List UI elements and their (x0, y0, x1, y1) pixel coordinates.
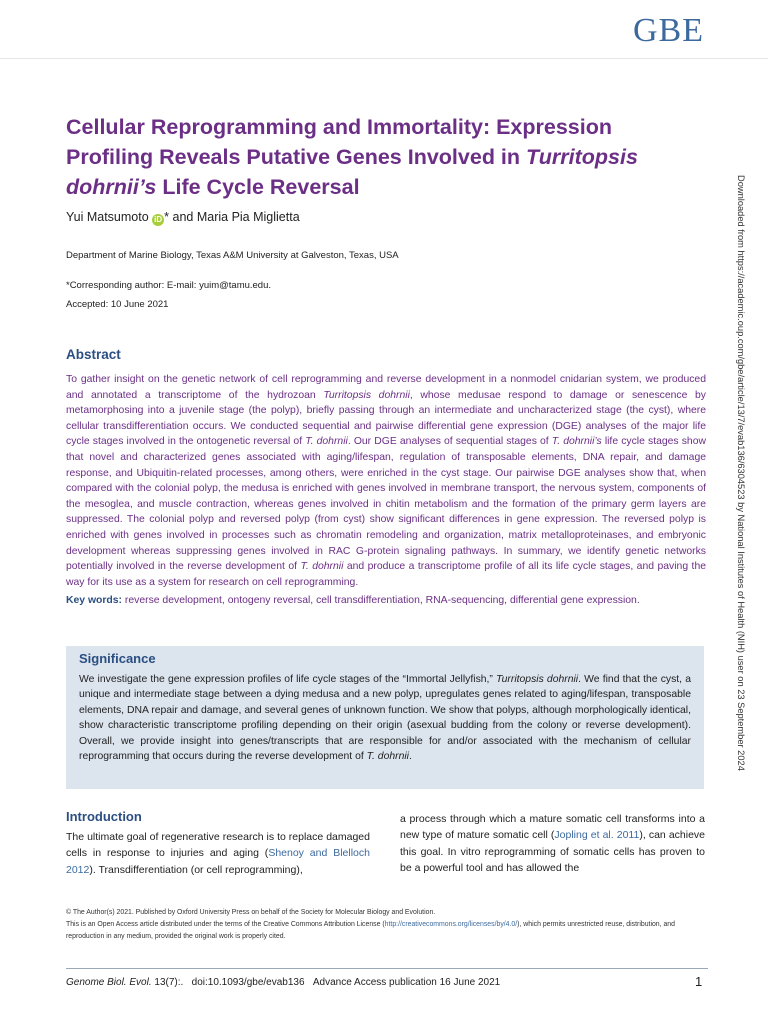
keywords-label: Key words: (66, 595, 123, 606)
affiliation: Department of Marine Biology, Texas A&M University at Galveston, Texas, USA (66, 250, 399, 261)
keywords (66, 593, 706, 609)
citation-link[interactable]: Jopling et al. 2011 (554, 829, 640, 842)
article-title: Cellular Reprogramming and Immortality: Expression Profiling Reveals Putative Genes Involved in Turritopsis dohrnii’s Life Cycle Reversal (66, 115, 638, 199)
intro-column-left: The ultimate goal of regenerative research is to replace damaged cells in response to injuries and aging (Shenoy and Blelloch 2012). Transdifferentiation (or cell reprogramming), (66, 831, 370, 876)
keywords-text: reverse development, ontogeny reversal, cell transdifferentiation, RNA-sequencing, differential gene expression. (122, 595, 640, 606)
page-footer: Genome Biol. Evol. 13(7):. doi:10.1093/gbe/evab136 Advance Access publication 16 June 2021 (66, 977, 501, 988)
author-line (66, 210, 300, 226)
header-divider (0, 58, 768, 59)
license-link[interactable]: http://creativecommons.org/licenses/by/4.0/ (384, 921, 518, 928)
significance-text: We investigate the gene expression profiles of life cycle stages of the “Immortal Jellyfish,” Turritopsis dohrnii. We find that the cyst, a unique and intermediate stage between a dying medusa and a new polyp, upregulates genes related to aging/lifespan, transposable elements, DNA repair and damage, and several genes of unknown function. We show that polyps, although morphologically identical, show characteristic transcriptome profiling depending on their origin (asexual budding from the colony or reverse development). Overall, we provide insight into genes/transcripts that are responsible for and/or associated with the mechanism of cellular reprogramming that occurs during the reverse development of T. dohrnii. (79, 674, 691, 763)
citation-link[interactable]: Shenoy and Blelloch 2012 (66, 847, 370, 876)
copyright-notice: © The Author(s) 2021. Published by Oxford University Press on behalf of the Society for Molecular Biology and Evolution. This is an Open Access article distributed under the terms of the Creative Commons Attribution License (http://creativecommons.org/licenses/by/4.0/), which permits unrestricted reuse, distribution, and reproduction in any medium, provided the original work is properly cited. (66, 909, 675, 940)
orcid-icon[interactable]: iD (154, 215, 163, 224)
author-name[interactable]: Yui Matsumoto (66, 210, 149, 224)
download-sidebar: Downloaded from https://academic.oup.com/gbe/article/13/7/evab136/6304523 by National Institutes of Health (NIH) user on 23 September 2024 (736, 175, 746, 771)
intro-column-right: a process through which a mature somatic cell transforms into a new type of mature somatic cell (Jopling et al. 2011), can achieve this goal. In vitro reprogramming of somatic cells has proven to be a powerful tool and has allowed the (400, 813, 706, 874)
corresponding-author: *Corresponding author: E-mail: yuim@tamu.edu. (66, 280, 272, 291)
journal-logo: GBE (633, 12, 704, 49)
author-list-rest: * and Maria Pia Miglietta (164, 210, 300, 224)
introduction-heading: Introduction (66, 809, 142, 824)
footer-divider (66, 968, 708, 969)
page-number: 1 (695, 974, 703, 989)
significance-heading: Significance (79, 651, 156, 666)
accepted-date: Accepted: 10 June 2021 (66, 299, 169, 310)
abstract-text: To gather insight on the genetic network of cell reprogramming and reverse development in a nonmodel cnidarian system, we produced and annotated a transcriptome of the hydrozoan Turritopsis dohrnii, whose medusae respond to damage or senescence by metamorphosing into a juvenile stage (the polyp), briefly passing through an intermediate and uncharacterized stage (the cyst), where cellular transdifferentiation occurs. We conducted sequential and pairwise differential gene expression (DGE) analyses of the major life cycle stages involved in the ontogenetic reversal of T. dohrnii. Our DGE analyses of sequential stages of T. dohrnii’s life cycle stages show that novel and characterized genes associated with aging/lifespan, regulation of transposable elements, DNA repair, and damage response, and Ubiquitin-related processes, among others, were enriched in the cyst stage. Our pairwise DGE analyses show that, when compared with the colonial polyp, the medusa is enriched with genes involved in membrane transport, the nervous system, components of the mesoglea, and muscle contraction, whereas genes involved in chitin metabolism and the formation of the primary germ layers are suppressed. The colonial polyp and reversed polyp (from cyst) show significant differences in gene expression. The reversed polyp is enriched with genes involved in processes such as chromatin remodeling and organization, matrix metalloproteinases, and embryonic development whereas suppressing genes involved in RAC G-protein signaling pathways. In summary, we identify genetic networks potentially involved in the reverse development of T. dohrnii and produce a transcriptome profile of all its life cycle stages, and paving the way for its use as a system for research on cell reprogramming. (66, 374, 706, 588)
doi: doi:10.1093/gbe/evab136 (191, 977, 305, 988)
abstract-heading: Abstract (66, 347, 121, 362)
